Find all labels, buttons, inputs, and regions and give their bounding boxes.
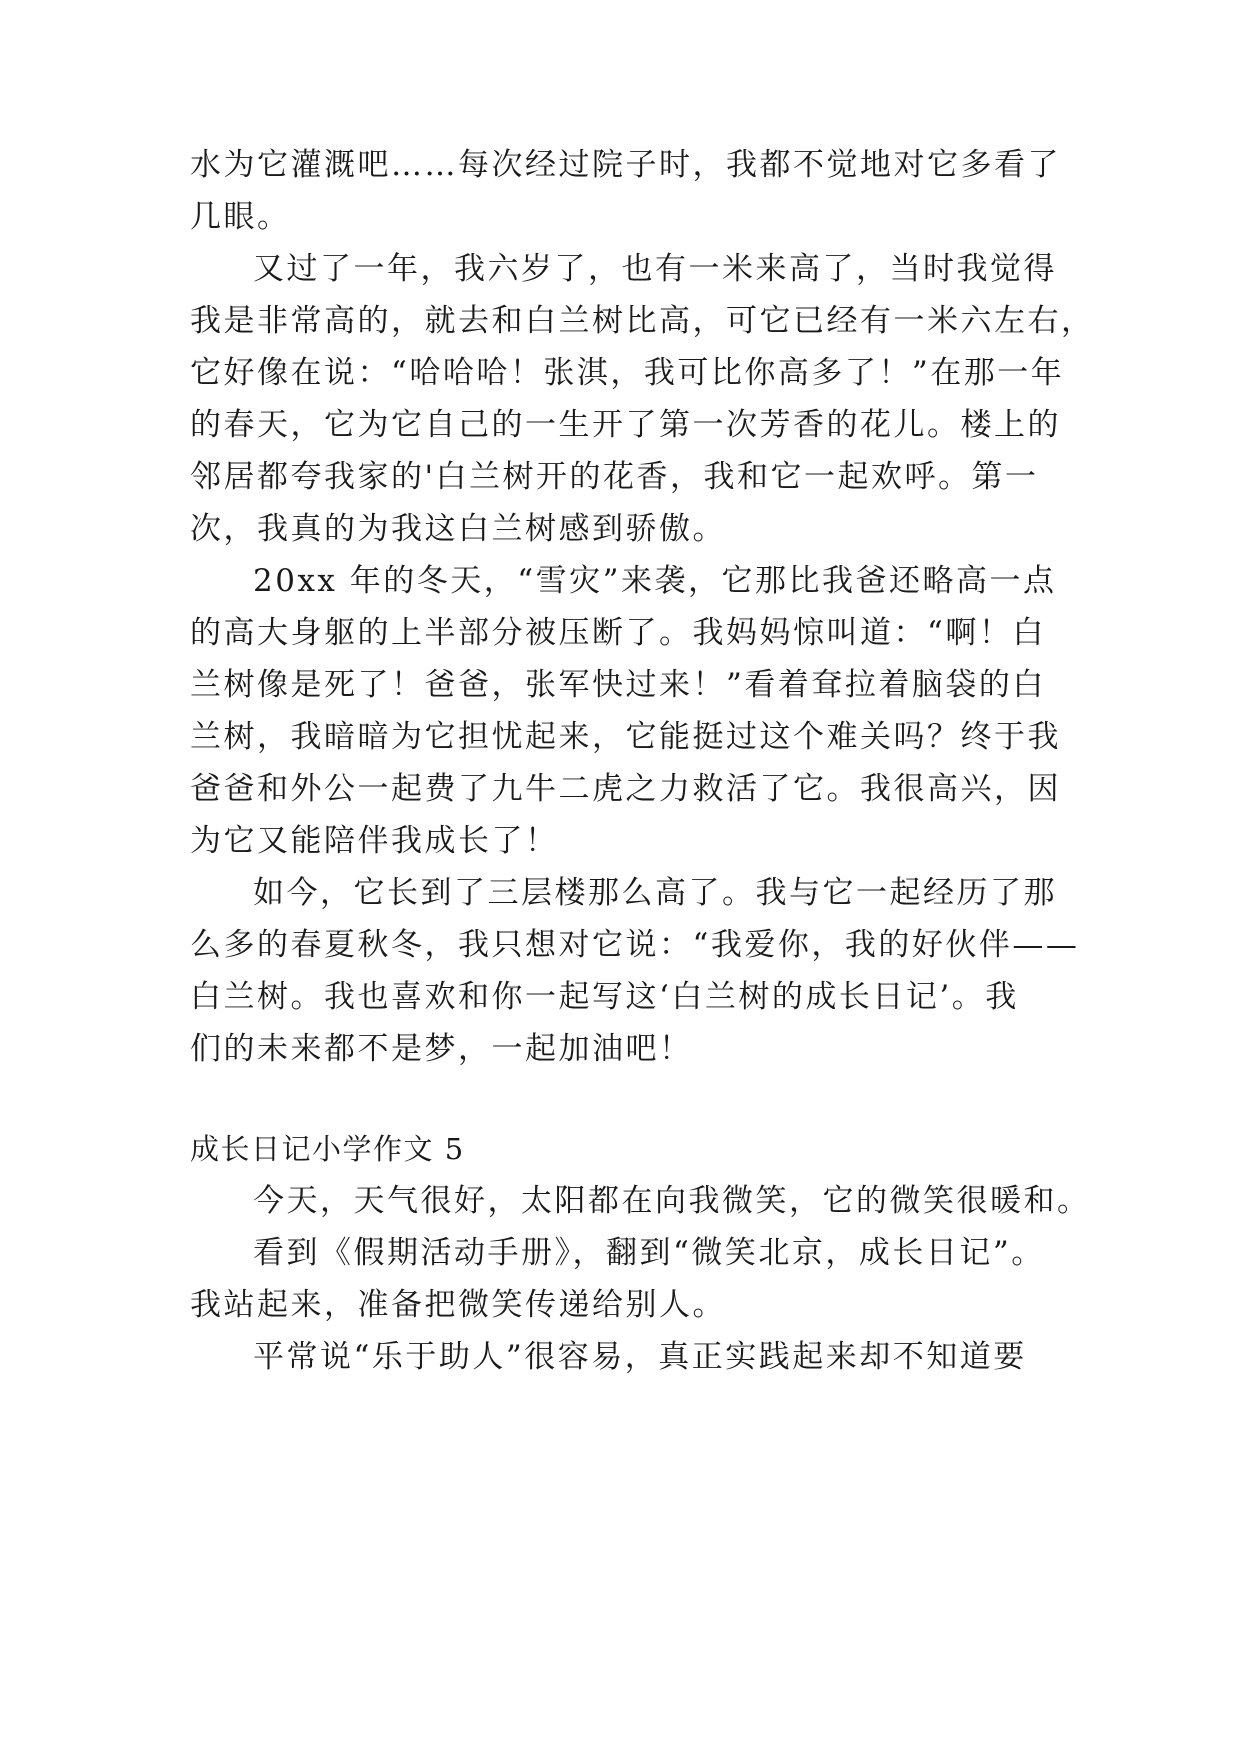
- text-line: 如今，它长到了三层楼那么高了。我与它一起经历了那: [253, 875, 1057, 911]
- text-line: 看到《假期活动手册》，翻到“微笑北京，成长日记”。: [253, 1235, 1045, 1271]
- text-line: 白兰树。我也喜欢和你一起写这‘白兰树的成长日记’。我: [190, 979, 1019, 1015]
- text-line: 20xx 年的冬天，“雪灾”来袭，它那比我爸还略高一点: [253, 563, 1057, 599]
- text-line: 的春天，它为它自己的一生开了第一次芳香的花儿。楼上的: [190, 407, 1061, 443]
- text-line: 几眼。: [190, 199, 291, 235]
- text-line: 邻居都夸我家的'白兰树开的花香，我和它一起欢呼。第一: [190, 459, 1039, 495]
- text-line: 次，我真的为我这白兰树感到骄傲。: [190, 511, 726, 547]
- section-heading: 成长日记小学作文 5: [190, 1132, 465, 1166]
- text-line: 平常说“乐于助人”很容易，真正实践起来却不知道要: [253, 1339, 1027, 1375]
- text-line: 今天，天气很好，太阳都在向我微笑，它的微笑很暖和。: [253, 1183, 1091, 1219]
- text-line: 们的未来都不是梦，一起加油吧！: [190, 1031, 693, 1067]
- text-line: 水为它灌溉吧……每次经过院子时，我都不觉地对它多看了: [190, 147, 1061, 183]
- text-line: 又过了一年，我六岁了，也有一米来高了，当时我觉得: [253, 251, 1057, 287]
- text-line: 的高大身躯的上半部分被压断了。我妈妈惊叫道：“啊！白: [190, 615, 1046, 651]
- text-line: 为它又能陪伴我成长了！: [190, 823, 559, 859]
- text-line: 么多的春夏秋冬，我只想对它说：“我爱你，我的好伙伴——: [190, 927, 1080, 963]
- text-line: 它好像在说：“哈哈哈！张淇，我可比你高多了！”在那一年: [190, 355, 1065, 391]
- text-line: 爸爸和外公一起费了九牛二虎之力救活了它。我很高兴，因: [190, 771, 1061, 807]
- text-line: 兰树像是死了！爸爸，张军快过来！”看着耷拉着脑袋的白: [190, 667, 1046, 703]
- text-line: 兰树，我暗暗为它担忧起来，它能挺过这个难关吗？终于我: [190, 719, 1061, 755]
- text-line: 我站起来，准备把微笑传递给别人。: [190, 1287, 726, 1323]
- text-line: 我是非常高的，就去和白兰树比高，可它已经有一米六左右，: [190, 303, 1095, 339]
